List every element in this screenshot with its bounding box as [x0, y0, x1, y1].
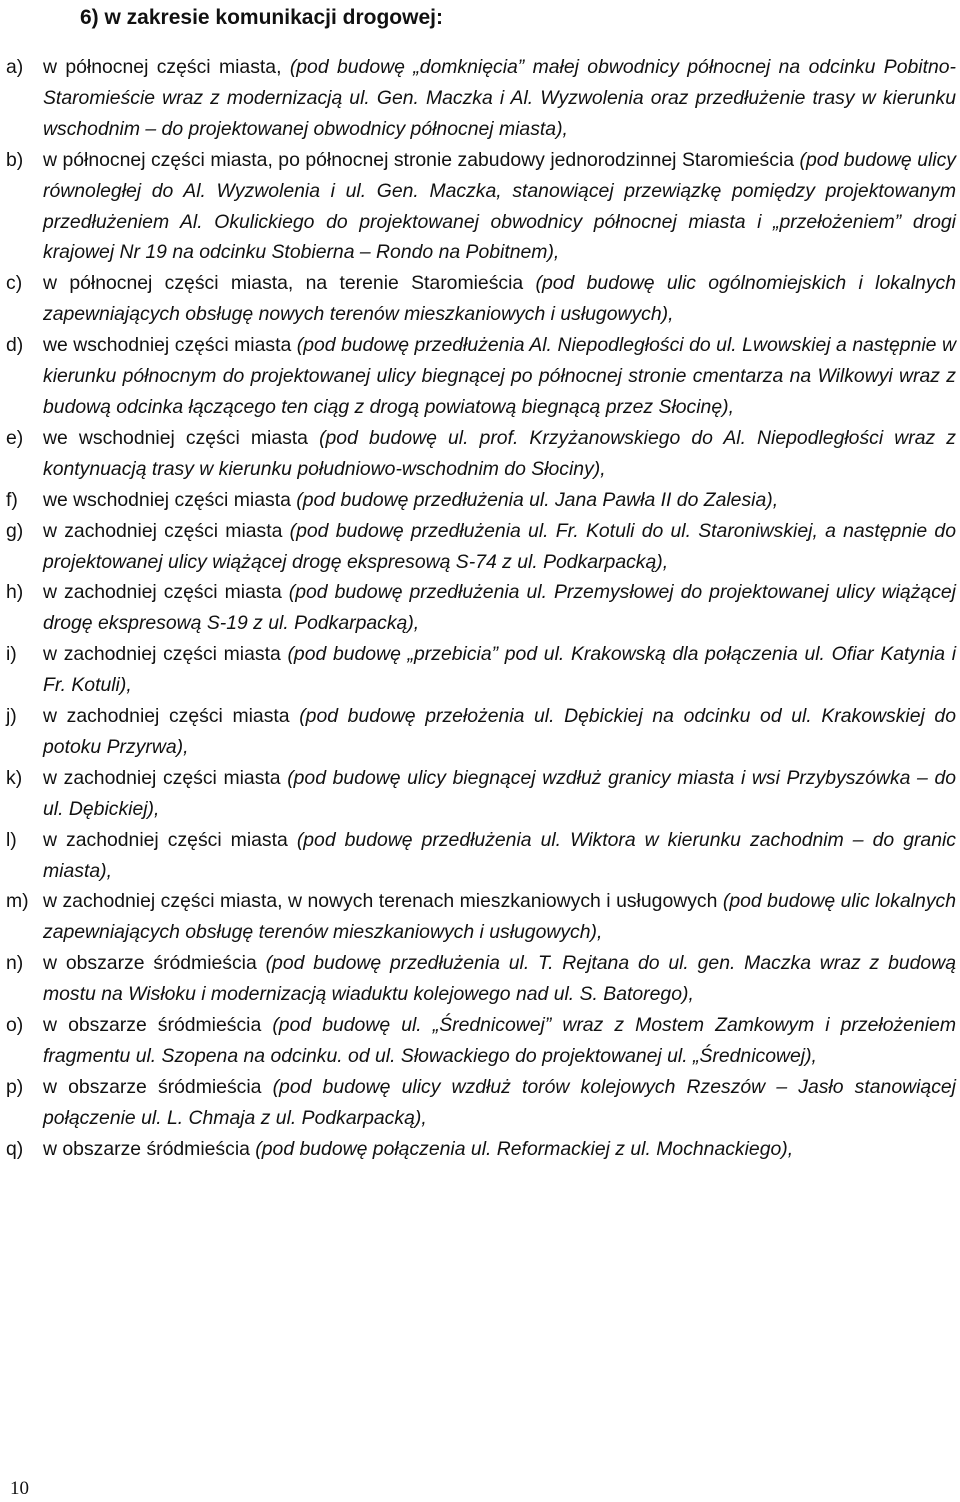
item-purpose-text: (pod budowę przełożenia ul. Dębickiej na odcinku od ul. Krakowskiej do potoku Przyrwa), — [43, 705, 957, 758]
list-item-a — [6, 52, 956, 145]
item-purpose-text: (pod budowę „przebicia” pod ul. Krakowską dla połączenia ul. Ofiar Katynia i Fr. Kotuli), — [43, 643, 956, 697]
item-purpose-text: (pod budowę przedłużenia ul. Fr. Kotuli do ul. Staroniwskiej, a następnie do projektowanej ulicy wiążącej drogę ekspresową S-74 z ul. Podkarpacką), — [43, 519, 956, 573]
item-location-text: w zachodniej części miasta — [43, 705, 300, 728]
item-location-text: w obszarze śródmieścia — [43, 952, 266, 975]
list-item-i — [6, 639, 956, 701]
list-item-n — [6, 948, 956, 1010]
page-number: 10 — [10, 1478, 29, 1499]
item-location-text: w obszarze śródmieścia — [43, 1137, 256, 1160]
item-location-text: w zachodniej części miasta — [43, 643, 288, 666]
list-marker: g) — [6, 519, 24, 542]
item-location-text: w północnej części miasta, — [43, 56, 290, 78]
item-purpose-text: (pod budowę przedłużenia ul. Przemysłowej do projektowanej ulicy wiążącej drogę ekspresową S-19 z ul. Podkarpacką), — [43, 581, 956, 635]
item-purpose-text: (pod budowę przedłużenia ul. T. Rejtana do ul. gen. Maczka wraz z budową mostu na Wisłoku i modernizacją wiaduktu kolejowego nad ul. S. Batorego), — [43, 952, 956, 1006]
item-location-text: w zachodniej części miasta — [43, 766, 288, 789]
item-location-text: w północnej części miasta, na terenie Staromieścia — [43, 272, 536, 295]
list-marker: d) — [6, 334, 24, 357]
item-location-text: w zachodniej części miasta, w nowych terenach mieszkaniowych i usługowych — [43, 890, 723, 913]
list-item-c — [6, 268, 956, 330]
list-marker: e) — [6, 426, 24, 449]
item-purpose-text: (pod budowę ulic lokalnych zapewniających obsługę terenów mieszkaniowych i usługowych), — [43, 890, 956, 944]
list-marker: q) — [6, 1137, 24, 1160]
list-marker: j) — [6, 705, 17, 728]
list-marker: h) — [6, 581, 24, 604]
item-location-text: we wschodniej części miasta — [43, 334, 297, 357]
list-marker: l) — [6, 828, 17, 851]
list-item-d — [6, 330, 956, 423]
item-purpose-text: (pod budowę ulicy biegnącej wzdłuż granicy miasta i wsi Przybyszówka – do ul. Dębickiej), — [43, 766, 957, 820]
list-marker: a) — [6, 56, 24, 78]
list-item-j — [6, 701, 956, 763]
list-marker: n) — [6, 952, 24, 975]
road-investments-list — [6, 52, 956, 1165]
item-purpose-text: (pod budowę ulicy równoległej do Al. Wyzwolenia i ul. Gen. Maczka, stanowiącej przewiązkę pomiędzy projektowanym przedłużeniem Al. Okulickiego do projektowanej obwodnicy północnej miasta i „przełożeniem” drogi krajowej Nr 19 na odcinku Stobierna – Rondo na Pobitnem), — [43, 148, 956, 264]
list-marker: c) — [6, 272, 23, 295]
list-marker: b) — [6, 148, 24, 171]
item-location-text: w zachodniej części miasta — [43, 581, 289, 604]
item-purpose-text: (pod budowę „domknięcia” małej obwodnicy północnej na odcinku Pobitno-Staromieście wraz z modernizacją ul. Gen. Maczka i Al. Wyzwolenia oraz przedłużenie trasy w kierunku wschodnim – do projektowanej obwodnicy północnej miasta), — [43, 56, 956, 140]
item-purpose-text: (pod budowę ul. prof. Krzyżanowskiego do Al. Niepodległości wraz z kontynuacją trasy w kierunku południowo-wschodnim do Słociny), — [43, 426, 956, 480]
item-location-text: we wschodniej części miasta — [43, 426, 320, 449]
list-item-k — [6, 763, 956, 825]
item-purpose-text: (pod budowę połączenia ul. Reformackiej z ul. Mochnackiego), — [255, 1137, 794, 1160]
list-marker: f) — [6, 488, 18, 511]
item-purpose-text: (pod budowę przedłużenia ul. Wiktora w kierunku zachodnim – do granic miasta), — [43, 828, 957, 882]
list-marker: o) — [6, 1014, 24, 1037]
item-location-text: w obszarze śródmieścia — [43, 1075, 273, 1098]
list-item-o — [6, 1010, 956, 1072]
list-marker: p) — [6, 1075, 24, 1098]
item-purpose-text: (pod budowę przedłużenia ul. Jana Pawła II do Zalesia), — [296, 488, 779, 511]
item-location-text: we wschodniej części miasta — [43, 488, 297, 511]
list-item-f — [6, 485, 956, 516]
item-purpose-text: (pod budowę ul. „Średnicowej” wraz z Mostem Zamkowym i przełożeniem fragmentu ul. Szopena na odcinku. od ul. Słowackiego do projektowanej ul. „Średnicowej), — [43, 1014, 956, 1067]
item-location-text: w północnej części miasta, po północnej stronie zabudowy jednorodzinnej Staromieścia — [43, 148, 800, 171]
list-item-q — [6, 1134, 956, 1165]
item-location-text: w obszarze śródmieścia — [43, 1014, 273, 1037]
list-item-l — [6, 825, 956, 887]
list-item-p — [6, 1072, 956, 1134]
item-location-text: w zachodniej części miasta — [43, 828, 297, 851]
item-location-text: w zachodniej części miasta — [43, 519, 290, 542]
item-purpose-text: (pod budowę przedłużenia Al. Niepodległości do ul. Lwowskiej a następnie w kierunku północnym do projektowanej ulicy biegnącej po północnej stronie cmentarza na Wilkowyi wraz z budową odcinka łączącego ten ciąg z drogą powiatową biegnącą przez Słocinę), — [43, 334, 956, 418]
item-purpose-text: (pod budowę ulicy wzdłuż torów kolejowych Rzeszów – Jasło stanowiącej połączenie ul. L. Chmaja z ul. Podkarpacką), — [43, 1075, 956, 1129]
list-item-e — [6, 423, 956, 485]
list-marker: m) — [6, 890, 29, 913]
list-item-g — [6, 516, 956, 578]
list-marker: k) — [6, 766, 23, 789]
list-marker: i) — [6, 643, 17, 666]
list-item-h — [6, 577, 956, 639]
item-purpose-text: (pod budowę ulic ogólnomiejskich i lokalnych zapewniających obsługę nowych terenów mieszkaniowych i usługowych), — [43, 272, 956, 326]
list-item-b — [6, 145, 956, 269]
section-heading: 6) w zakresie komunikacji drogowej: — [80, 6, 443, 29]
list-item-m — [6, 886, 956, 948]
